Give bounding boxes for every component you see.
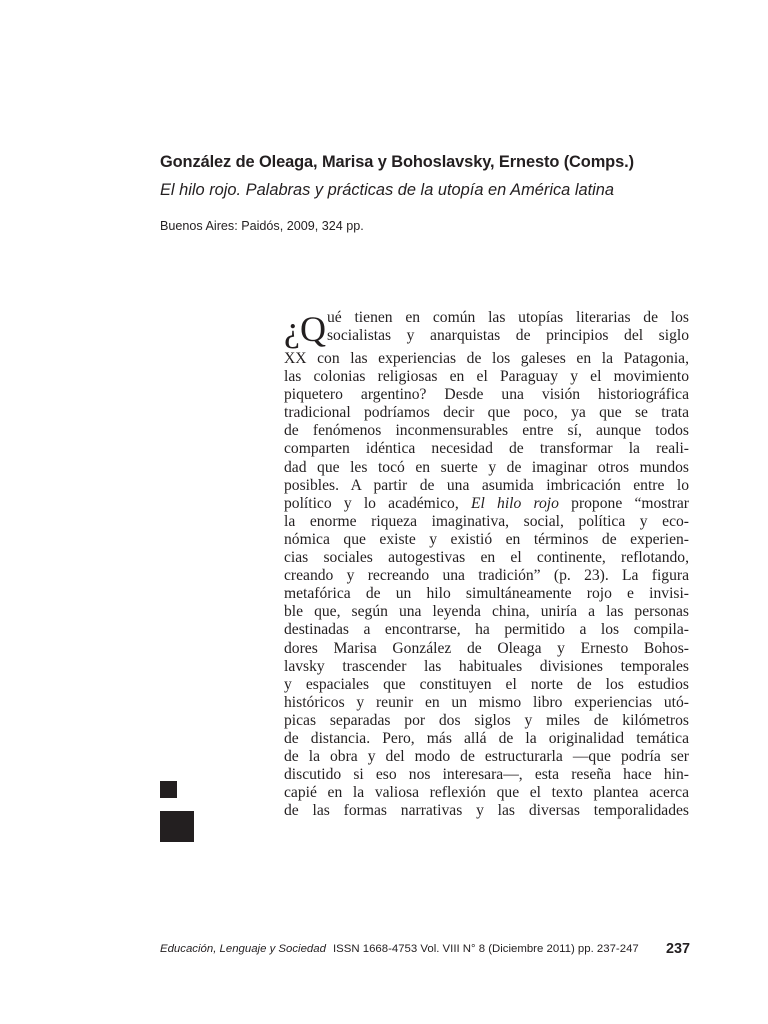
review-line: discutido si eso nos interesara—, esta reseña hace hin- [284, 766, 689, 784]
page-footer [160, 941, 690, 961]
review-line: tradicional podríamos decir que poco, ya que se trata [284, 404, 689, 422]
book-authors: González de Oleaga, Marisa y Bohoslavsky, Ernesto (Comps.) [160, 153, 634, 171]
review-line: comparten idéntica necesidad de transformar la reali- [284, 440, 689, 458]
review-line [284, 495, 689, 513]
review-line: creando y recreando una tradición” (p. 23). La figura [284, 567, 689, 585]
review-line: nómica que existe y existió en términos de experien- [284, 530, 689, 548]
review-body [284, 309, 689, 820]
review-line: cias sociales autogestivas en el continente, reflotando, [284, 549, 689, 567]
review-line: piquetero argentino? Desde una visión historiográfica [284, 386, 689, 404]
review-line: capié en la valiosa reflexión que el texto plantea acerca [284, 784, 689, 802]
review-line: destinadas a encontrarse, ha permitido a los compila- [284, 621, 689, 639]
review-line: de las formas narrativas y las diversas temporalidades [284, 802, 689, 820]
review-line: históricos y reunir en un mismo libro experiencias utó- [284, 693, 689, 711]
book-title: El hilo rojo. Palabras y prácticas de la utopía en América latina [160, 181, 615, 199]
decorative-square-small [160, 781, 177, 798]
review-line: posibles. A partir de una asumida imbricación entre lo [284, 476, 689, 494]
review-line-head: político y lo académico, [284, 494, 459, 512]
review-line: y espaciales que constituyen el norte de los estudios [284, 675, 689, 693]
review-line: de distancia. Pero, más allá de la originalidad temática [284, 729, 689, 747]
review-line: de fenómenos inconmensurables entre sí, aunque todos [284, 422, 689, 440]
review-line: XX con las experiencias de los galeses en la Patagonia, [284, 350, 689, 367]
review-line: dad que les tocó en suerte y de imaginar otros mundos [284, 458, 689, 476]
review-line: picas separadas por dos siglos y miles de kilómetros [284, 711, 689, 729]
review-line: metafórica de un hilo simultáneamente rojo e invisi- [284, 585, 689, 603]
issn-info: ISSN 1668-4753 Vol. VIII N° 8 (Diciembre 2011) pp. 237-247 [333, 943, 639, 955]
review-line: socialistas y anarquistas de principios del siglo [326, 327, 689, 345]
drop-cap: ¿Q [284, 309, 326, 349]
review-line: las colonias religiosas en el Paraguay y el movimiento [284, 368, 689, 386]
review-line: lavsky trascender las habituales divisiones temporales [284, 657, 689, 675]
review-line: ué tienen en común las utopías literarias de los [326, 309, 689, 326]
review-line: ble que, según una leyenda china, uniría a las personas [284, 603, 689, 621]
review-line-tail: propone “mostrar [571, 494, 689, 512]
review-line: dores Marisa González de Oleaga y Ernesto Bohos- [284, 639, 689, 657]
book-title-reference: El hilo rojo [470, 494, 559, 512]
journal-name: Educación, Lenguaje y Sociedad [160, 943, 326, 955]
review-line: la enorme riqueza imaginativa, social, política y eco- [284, 512, 689, 530]
decorative-square-large [160, 811, 194, 842]
page-number: 237 [665, 941, 690, 957]
publication-info: Buenos Aires: Paidós, 2009, 324 pp. [160, 219, 364, 233]
review-line: de la obra y del modo de estructurarla —que podría ser [284, 748, 689, 766]
